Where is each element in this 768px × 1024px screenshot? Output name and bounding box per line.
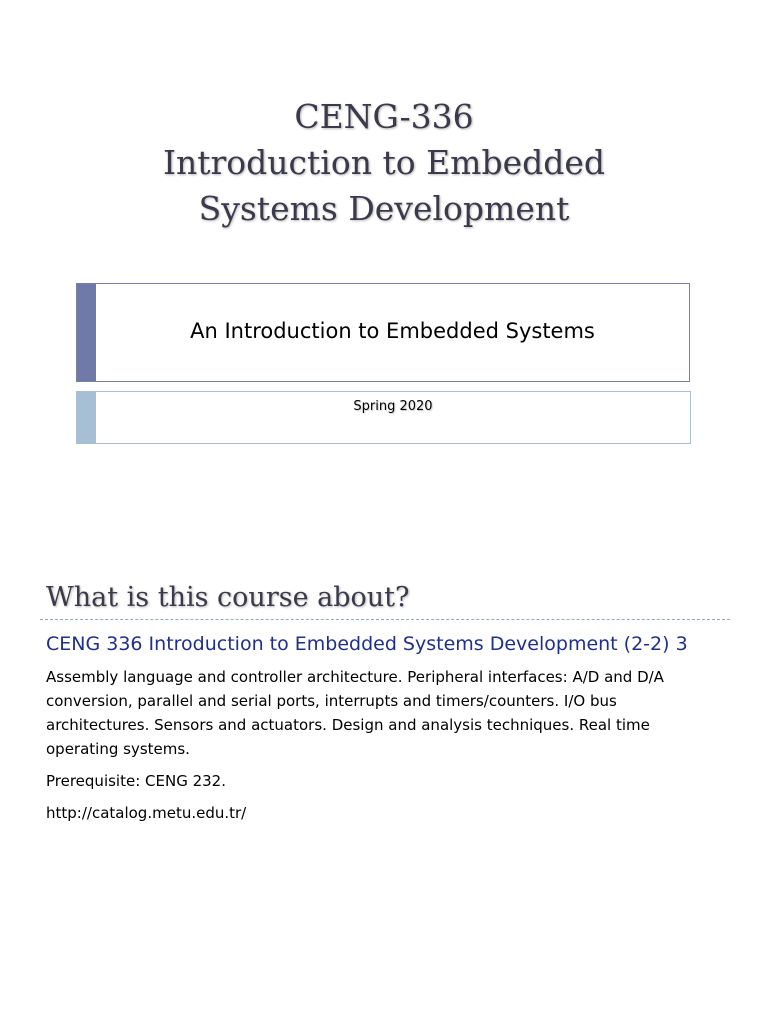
prerequisite-text: Prerequisite: CENG 232. <box>46 772 226 790</box>
description-line: Assembly language and controller architecture. Peripheral interfaces: A/D and D/A <box>46 668 664 686</box>
title-line-2: Systems Development <box>198 189 570 228</box>
paragraph-gap <box>46 761 726 769</box>
subtitle-text: An Introduction to Embedded Systems <box>190 319 595 343</box>
paragraph-gap <box>46 793 726 801</box>
description-line: conversion, parallel and serial ports, interrupts and timers/counters. I/O bus <box>46 692 617 710</box>
date-text: Spring 2020 <box>353 399 433 414</box>
description-line: architectures. Sensors and actuators. Design and analysis techniques. Real time <box>46 716 650 734</box>
heading-divider <box>40 619 730 620</box>
date-box <box>76 391 691 444</box>
date-accent-bar <box>77 392 96 443</box>
course-description <box>46 665 726 825</box>
course-heading: CENG 336 Introduction to Embedded Systems Development (2-2) 3 <box>46 633 688 655</box>
subtitle-box <box>76 283 690 382</box>
catalog-link[interactable]: http://catalog.metu.edu.tr/ <box>46 804 247 822</box>
description-line: operating systems. <box>46 740 190 758</box>
subtitle-accent-bar <box>77 284 96 381</box>
slide-title <box>0 94 768 232</box>
title-line-1: Introduction to Embedded <box>162 143 606 182</box>
title-line-course-code: CENG-336 <box>294 97 474 136</box>
course-about-slide <box>0 560 768 1024</box>
slide-heading: What is this course about? <box>46 582 410 613</box>
